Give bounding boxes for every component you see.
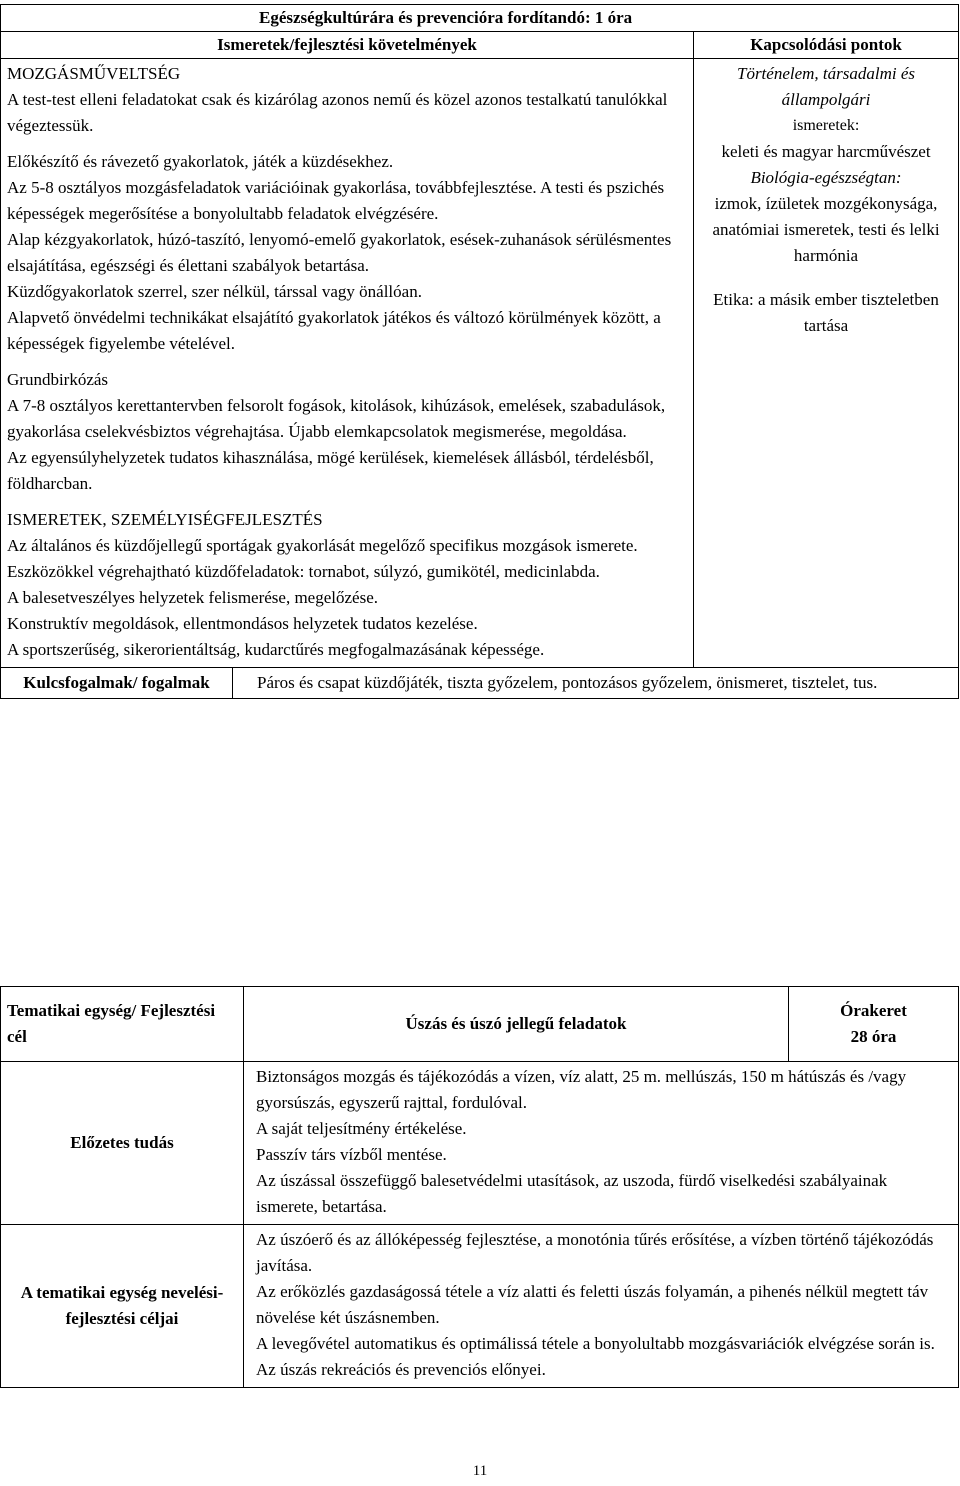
goals-line: A levegővétel automatikus és optimálissá tétele a bonyolultabb mozgásvariációk elvégzése során is. [256,1334,935,1353]
curriculum-table-swimming [0,986,959,1388]
key-concepts-text [233,668,958,698]
paragraph: Alap kézgyakorlatok, húzó-taszító, lenyomó-emelő gyakorlatok, esések-zuhanások sérülésmentes elsajátítása, egészségi és élettani szabályok betartása. [7,230,672,275]
section-heading: ISMERETEK, SZEMÉLYISÉGFEJLESZTÉS [7,510,323,529]
unit-title-cell [244,987,789,1062]
column-header-requirements [1,32,694,59]
connection-topic-ethics: a másik ember tiszteletben tartása [758,290,939,335]
key-concepts-value: Páros és csapat küzdőjáték, tiszta győzelem, pontozásos győzelem, önismeret, tisztelet, tus. [257,673,878,692]
table-header-hours [1,5,959,32]
key-concepts-label-text: Kulcsfogalmak/ fogalmak [23,673,210,692]
paragraph: Eszközökkel végrehajtható küzdőfeladatok: tornabot, súlyzó, gumikötél, medicinlabda. [7,562,600,581]
connection-subject-biology: Biológia-egészségtan: [750,168,902,187]
connection-subject-ethics: Etika: [713,290,754,309]
paragraph: A balesetveszélyes helyzetek felismerése, megelőzése. [7,588,378,607]
unit-title: Úszás és úszó jellegű feladatok [405,1014,627,1033]
connection-subject-history: Történelem, társadalmi és állampolgári [736,64,916,109]
requirements-cell [1,59,694,668]
goals-line: Az erőközlés gazdaságossá tétele a víz alatti és feletti úszás folyamán, a pihenés nélkül megtett táv növelése két úszásnemben. [256,1282,929,1327]
paragraph: Az 5-8 osztályos mozgásfeladatok variációinak gyakorlása, továbbfejlesztése. A testi és pszichés képességek megerősítése a bonyolultabb feladatok elvégzésére. [7,178,665,223]
paragraph: Konstruktív megoldások, ellentmondásos helyzetek tudatos kezelése. [7,614,478,633]
paragraph: Alapvető önvédelmi technikákat elsajátító gyakorlatok játékos és változó körülmények között, a képességek figyelembe vételével. [7,308,661,353]
paragraph: A test-test elleni feladatokat csak és kizárólag azonos nemű és közel azonos testalkatú tanulókkal végeztessük. [7,90,668,135]
unit-label-cell [1,987,244,1062]
paragraph: Küzdőgyakorlatok szerrel, szer nélkül, társsal vagy önállóan. [7,282,422,301]
column-header-connections [694,32,959,59]
section-heading: Grundbirkózás [7,370,109,389]
paragraph: A 7-8 osztályos kerettantervben felsorolt fogások, kitolások, kihúzások, emelések, szabadulások, gyakorlása cselekvésbiztos végrehajtása. Újabb elemkapcsolatok megismerése, megoldása. [7,396,666,441]
connection-subject-history-cont: ismeretek: [792,117,860,134]
goals-cell [244,1225,959,1388]
column-title-connections: Kapcsolódási pontok [750,35,902,54]
prior-knowledge-label: Előzetes tudás [70,1133,174,1152]
connection-topic-biology: izmok, ízületek mozgékonysága, anatómiai ismeretek, testi és lelki harmónia [712,194,940,265]
curriculum-table-combat [0,4,959,699]
prior-knowledge-line: Biztonságos mozgás és tájékozódás a vízen, víz alatt, 25 m. mellúszás, 150 m hátúszás és /vagy gyorsúszás, egyszerű rajttal, fordulóval. [256,1067,907,1112]
connection-ethics [700,287,952,339]
block-grundbirkozas [7,367,687,497]
block-movement [7,61,687,139]
paragraph: Az egyensúlyhelyzetek tudatos kihasználása, mögé kerülések, kiemelések állásból, térdelésből, földharcban. [7,448,654,493]
paragraph: Előkészítő és rávezető gyakorlatok, játék a küzdésekhez. [7,152,394,171]
paragraph: Az általános és küzdőjellegű sportágak gyakorlását megelőző specifikus mozgások ismerete. [7,536,638,555]
prior-knowledge-cell [244,1062,959,1225]
section-heading: MOZGÁSMŰVELTSÉG [7,64,181,83]
key-concepts-label [1,668,233,698]
hours-value: 28 óra [850,1027,897,1046]
goals-line: Az úszóerő és az állóképesség fejlesztése, a monotónia tűrés erősítése, a vízben történő tájékozódás javítása. [256,1230,934,1275]
prior-knowledge-line: A saját teljesítmény értékelése. [256,1119,467,1138]
hours-line: Egészségkultúrára és prevencióra fordítandó: 1 óra [259,8,633,27]
prior-knowledge-line: Az úszással összefüggő balesetvédelmi utasítások, az uszoda, fürdő viselkedési szabályainak ismerete, betartása. [256,1171,888,1216]
unit-label: Tematikai egység/ Fejlesztési cél [7,1001,216,1046]
goals-line: Az úszás rekreációs és prevenciós előnyei. [256,1360,546,1379]
paragraph: A sportszerűség, sikerorientáltság, kudarctűrés megfogalmazásának képessége. [7,640,545,659]
connections-cell [694,59,959,668]
key-concepts-row [1,668,959,699]
prior-knowledge-label-cell [1,1062,244,1225]
block-knowledge [7,507,687,663]
hours-label: Órakeret [840,1001,907,1020]
page-number: 11 [472,1463,488,1479]
block-preparatory [7,149,687,357]
column-title-requirements: Ismeretek/fejlesztési követelmények [217,35,477,54]
hours-cell [789,987,959,1062]
goals-label-cell [1,1225,244,1388]
goals-label: A tematikai egység nevelési-fejlesztési céljai [20,1283,224,1328]
connection-topic-history: keleti és magyar harcművészet [721,142,931,161]
prior-knowledge-line: Passzív társ vízből mentése. [256,1145,447,1164]
